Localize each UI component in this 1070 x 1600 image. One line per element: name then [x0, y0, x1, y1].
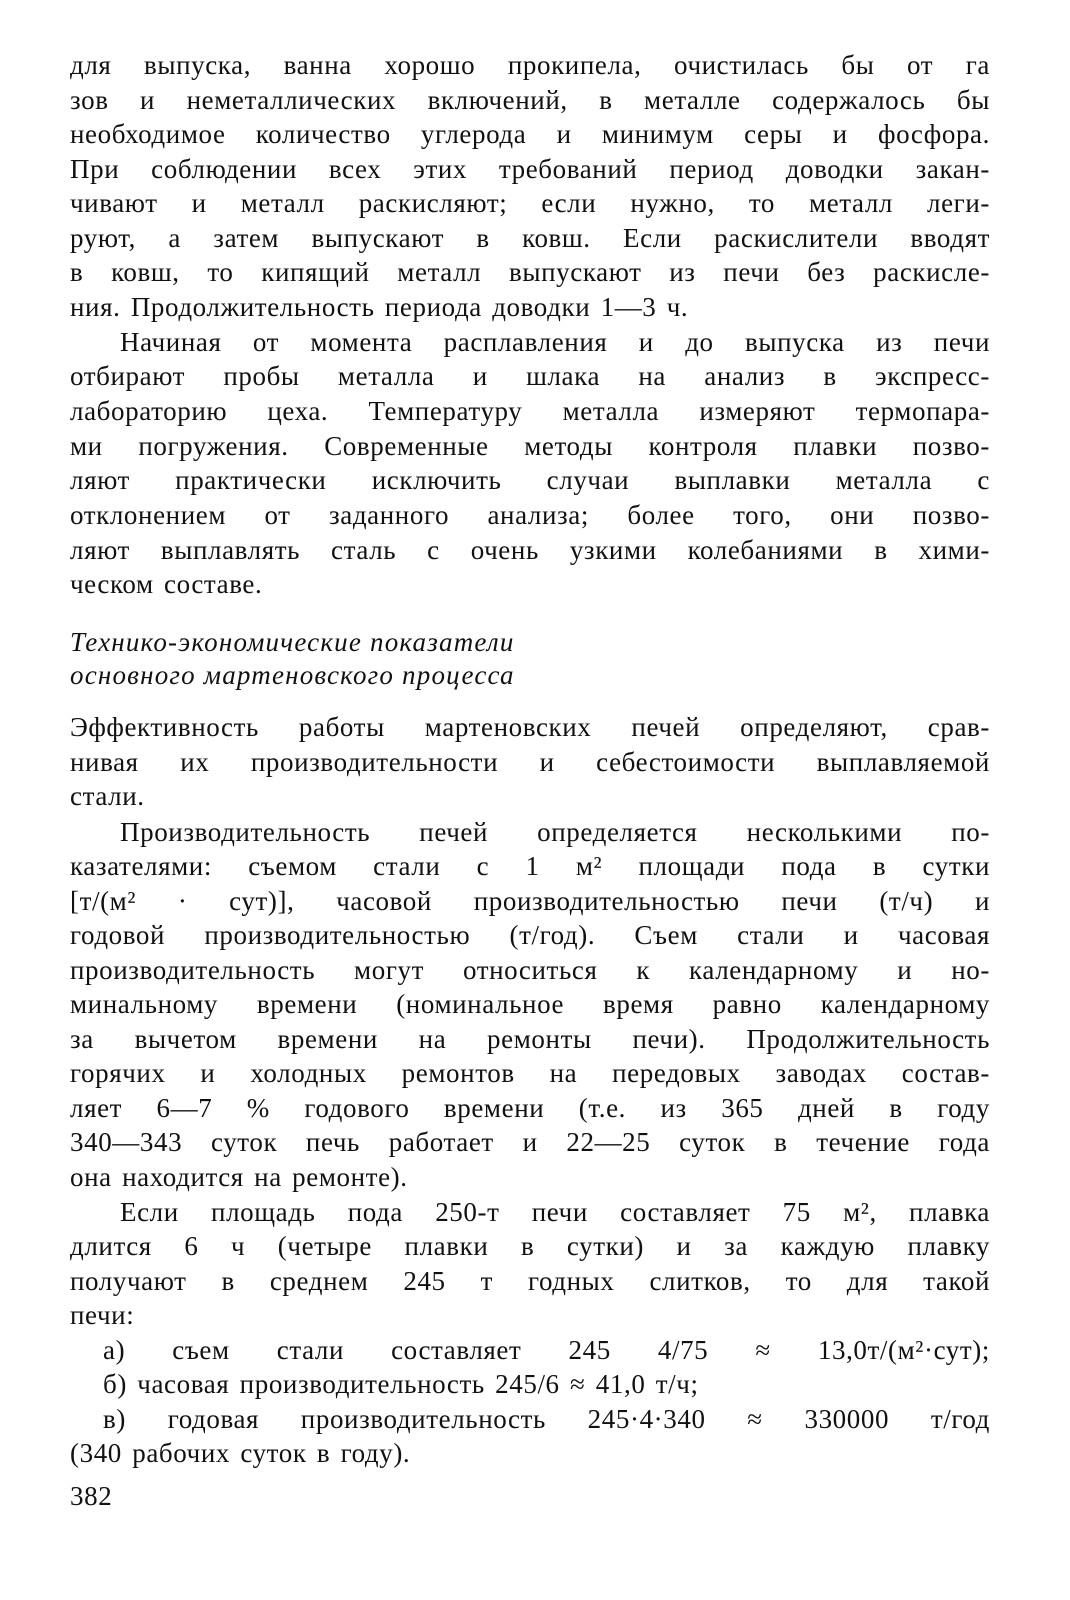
text-line: Если площадь пода 250-т печи составляет 75 м², плавка [120, 1197, 990, 1227]
list-item-b: б) часовая производительность 245/6 ≈ 41,0 т/ч; [103, 1369, 699, 1399]
text-line: получают в среднем 245 т годных слитков, то для такой [70, 1266, 990, 1296]
text-line: ния. Продолжительность периода доводки 1—3 ч. [70, 292, 689, 322]
text-line: длится 6 ч (четыре плавки в сутки) и за каждую плавку [70, 1231, 990, 1261]
text-line: нивая их производительности и себестоимости выплавляемой [70, 747, 990, 777]
text-line: она находится на ремонте). [70, 1162, 408, 1192]
text-line: в ковш, то кипящий металл выпускают из печи без раскисле- [70, 257, 990, 287]
text-line: производительность могут относиться к календарному и но- [70, 955, 990, 985]
text-line: чивают и металл раскисляют; если нужно, то металл леги- [70, 188, 990, 218]
text-line: за вычетом времени на ремонты печи). Продолжительность [70, 1024, 990, 1054]
page-number: 382 [70, 1481, 113, 1511]
text-line: необходимое количество углерода и минимум серы и фосфора. [70, 119, 990, 149]
text-line: (340 рабочих суток в году). [70, 1438, 411, 1468]
text-line: отбирают пробы металла и шлака на анализ в экспресс- [70, 361, 990, 391]
text-line: ляют практически исключить случаи выплавки металла с [70, 465, 990, 495]
text-line: казателями: съемом стали с 1 м² площади пода в сутки [70, 851, 990, 881]
text-line: отклонением от заданного анализа; более того, они позво- [70, 500, 990, 530]
text-line: лабораторию цеха. Температуру металла измеряют термопара- [70, 396, 990, 426]
text-line: зов и неметаллических включений, в металле содержалось бы [70, 85, 990, 115]
text-line: Начиная от момента расплавления и до выпуска из печи [120, 327, 990, 357]
text-line: ляют выплавлять сталь с очень узкими колебаниями в хими- [70, 535, 990, 565]
text-line: ческом составе. [70, 569, 263, 599]
text-line: [т/(м² · сут)], часовой производительностью печи (т/ч) и [70, 886, 990, 916]
text-line: ми погружения. Современные методы контроля плавки позво- [70, 431, 990, 461]
text-line: стали. [70, 781, 145, 811]
text-line: для выпуска, ванна хорошо прокипела, очистилась бы от га [70, 50, 990, 80]
text-line: руют, а затем выпускают в ковш. Если раскислители вводят [70, 223, 990, 253]
text-line: годовой производительностью (т/год). Съем стали и часовая [70, 920, 990, 950]
text-line: Производительность печей определяется несколькими по- [120, 817, 990, 847]
list-item-c: в) годовая производительность 245·4·340 ≈ 330000 т/год [103, 1404, 990, 1434]
text-line: При соблюдении всех этих требований период доводки закан- [70, 154, 990, 184]
text-line: горячих и холодных ремонтов на передовых заводах состав- [70, 1058, 990, 1088]
text-line: минальному времени (номинальное время равно календарному [70, 989, 990, 1019]
text-line: ляет 6—7 % годового времени (т.е. из 365 дней в году [70, 1093, 990, 1123]
section-heading: основного мартеновского процесса [70, 660, 515, 690]
text-line: Эффективность работы мартеновских печей определяют, срав- [70, 712, 990, 742]
text-line: печи: [70, 1300, 135, 1330]
text-line: 340—343 суток печь работает и 22—25 суток в течение года [70, 1127, 990, 1157]
list-item-a: а) съем стали составляет 245 4/75 ≈ 13,0т/(м²·сут); [103, 1335, 990, 1365]
section-heading: Технико-экономические показатели [70, 627, 515, 657]
